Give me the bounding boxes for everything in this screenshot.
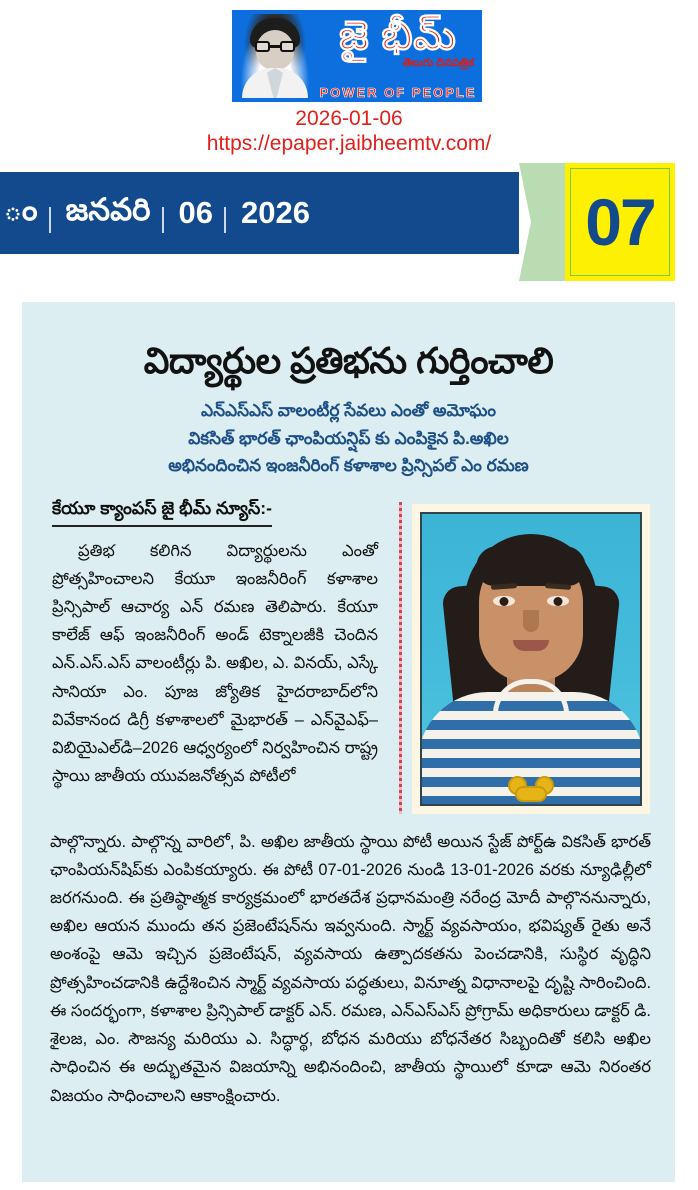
header-blue-bar — [0, 172, 519, 254]
dateline-separator-2 — [162, 207, 164, 233]
article-headline: విద్యార్థుల ప్రతిభను గుర్తించాలి — [143, 340, 554, 381]
epaper-stamp — [0, 106, 698, 157]
article-byline: కేయూ క్యాంపస్ జై భీమ్ న్యూస్:- — [52, 498, 272, 527]
header-dateline — [0, 172, 519, 254]
dateline-separator-1 — [49, 207, 51, 233]
dateline-day: 06 — [178, 195, 213, 230]
article-subhead-2: వికసిత్ భారత్ ఛాంపియన్షిప్ కు ఎంపికైన పి.అఖిల — [188, 428, 509, 448]
masthead-title-group — [318, 12, 478, 69]
column-divider-rule — [399, 502, 402, 814]
article-body-left: ప్రతిభ కలిగిన విద్యార్థులను ఎంతో ప్రోత్సహించాలని కేయూ ఇంజనీరింగ్ కళాశాల ప్రిన్సిపాల్ ఆచార్య ఎన్ రమణ తెలిపారు. కేయూ కాలేజ్ ఆఫ్ ఇంజనీరింగ్ అండ్ టెక్నాలజీకి చెందిన ఎన్.ఎస్.ఎస్ వాలంటీర్లు పి. అఖిల, ఎ. వినయ్, ఎస్కే సానియా ఎం. పూజ జ్యోతిక హైదరాబాద్‌లోని వివేకానంద డిగ్రీ కళాశాలలో మైభారత్ – ఎన్‌వైఎఫ్‌–విబియైఎల్‌డి–2026 ఆధ్వర్యంలో నిర్వహించిన రాష్ట్ర స్థాయి జాతీయ యువజనోత్సవ పోటీలో — [52, 541, 378, 786]
page-header-band — [0, 163, 698, 281]
article-photo-frame — [412, 504, 650, 814]
article-body-full: పాల్గొన్నారు. పాల్గొన్న వారిలో, పి. అఖిల జాతీయ స్థాయి పోటీ అయిన స్టేజ్ పోర్ట్‌ఉ వికసిత్ భారత్ ఛాంపియన్‌షిప్‌కు ఎంపికయ్యారు. ఈ పోటీ 07-01-2026 నుండి 13-01-2026 వరకు న్యూఢిల్లీలో జరగనుంది. ఈ ప్రతిష్ఠాత్మక కార్యక్రమంలో భారతదేశ ప్రధానమంత్రి నరేంద్ర మోదీ పాల్గొననున్నారు, అఖిల ఆయన ముందు తన ప్రజెంటేషన్‌ను ఇవ్వనుంది. స్మార్ట్ వ్యవసాయం, భవిష్యత్ రైతు అనే అంశంపై ఆమె ఇచ్చిన ప్రజెంటేషన్, వ్యవసాయ ఉత్పాదకతను పెంచడానికి, సుస్థిర వృద్ధిని ప్రోత్సహించడానికి ఉద్దేశించిన స్మార్ట్ వ్యవసాయ పద్ధతులు, వినూత్న విధానాలపై దృష్టి సారించింది. ఈ సందర్భంగా, కళాశాల ప్రిన్సిపాల్ డాక్టర్ ఎన్. రమణ, ఎన్ఎస్ఎస్ ప్రోగ్రామ్ అధికారులు డాక్టర్ డి. శైలజ, ఎం. సౌజన్య మరియు ఎ. సిద్ధార్థ, బోధన మరియు బోధనేతర సిబ్బందితో కలిసి అఖిల సాధించిన ఈ అద్భుతమైన విజయాన్ని అభినందించి, జాతీయ స్థాయిలో కూడా ఆమె నిరంతర విజయం సాధించాలని ఆకాంక్షించారు. — [50, 832, 651, 1105]
page-number-box — [565, 163, 675, 281]
ambedkar-portrait-icon — [236, 14, 314, 98]
masthead-title: జై భీమ్ — [339, 14, 457, 58]
shirt-badge-icon — [508, 776, 554, 802]
epaper-url[interactable]: https://epaper.jaibheemtv.com/ — [206, 132, 492, 155]
dateline-prefix: ం — [4, 191, 38, 227]
newspaper-masthead-logo — [232, 10, 482, 102]
article-subhead-3: అభినందించిన ఇంజనీరింగ్ కళాశాల ప్రిన్సిపల్ ఎం రమణ — [168, 456, 529, 476]
header-chevron-shape — [519, 163, 569, 281]
glasses-icon — [255, 41, 295, 52]
issue-date: 2026-01-06 — [295, 107, 403, 130]
masthead-subtitle: తెలుగు దినపత్రిక — [402, 57, 474, 69]
page-number: 07 — [585, 185, 655, 259]
dateline-year: 2026 — [240, 195, 310, 230]
article-panel — [22, 302, 675, 1182]
article-left-column — [52, 498, 378, 791]
dateline-separator-3 — [224, 207, 226, 233]
dateline-month: జనవరి — [65, 191, 151, 227]
article-top-columns — [22, 498, 675, 816]
article-subhead-1: ఎన్ఎస్ఎస్ వాలంటీర్ల సేవలు ఎంతో అమోఘం — [200, 401, 497, 420]
student-portrait-photo — [420, 512, 642, 806]
masthead-tagline: POWER OF PEOPLE — [319, 85, 477, 100]
